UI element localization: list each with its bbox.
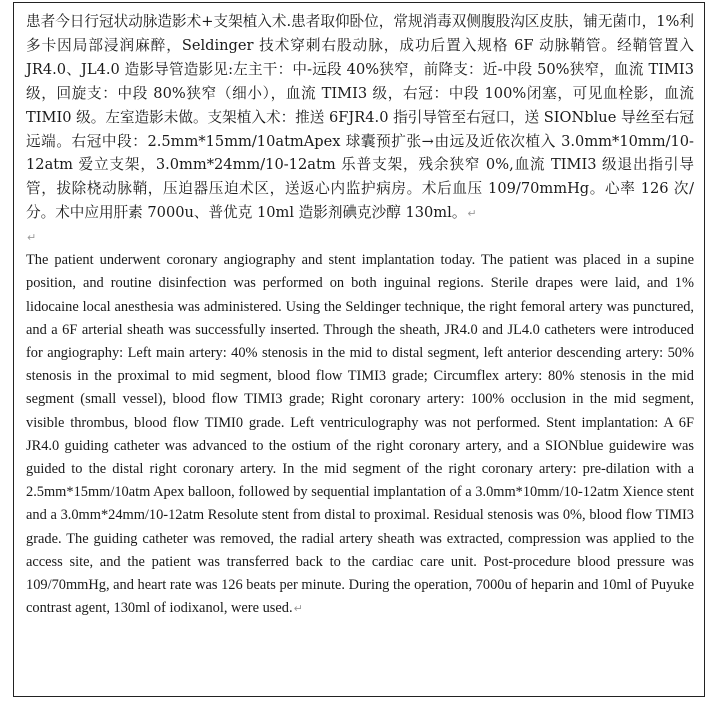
empty-paragraph[interactable]: [26, 226, 694, 249]
chinese-paragraph-text: 患者今日行冠状动脉造影术+支架植入术.患者取仰卧位，常规消毒双侧腹股沟区皮肤，铺无菌巾，1%利多卡因局部浸润麻醉，Seldinger 技术穿刺右股动脉，成功后置入规格 6F 动脉鞘管。经鞘管置入 JR4.0、JL4.0 造影导管造影见:左主干：中-远段 40%狭窄，前降支：近-中段 50%狭窄，血流 TIMI3 级，回旋支：中段 80%狭窄（细小），血流 TIMI3 级，右冠：中段 100%闭塞，可见血栓影，血流 TIMI0 级。左室造影未做。支架植入术：推送 6FJR4.0 指引导管至右冠口，送 SIONblue 导丝至右冠远端。右冠中段：2.5mm*15mm/10atmApex 球囊预扩张→由远及近依次植入 3.0mm*10mm/10-12atm 爱立支架，3.0mm*24mm/10-12atm 乐普支架，残余狭窄 0%,血流 TIMI3 级退出指引导管，拔除桡动脉鞘，压迫器压迫术区，送返心内监护病房。术后血压 109/70mmHg。心率 126 次/分。术中应用肝素 7000u、普优克 10ml 造影剂碘克沙醇 130ml。: [26, 13, 694, 222]
document-body[interactable]: [26, 10, 694, 620]
english-paragraph-text: The patient underwent coronary angiography and stent implantation today. The patient was placed in a supine position, and routine disinfection was performed on both inguinal regions. Sterile drapes were laid, and 1% lidocaine local anesthesia was administered. Using the Seldinger technique, the right femoral artery was punctured, and a 6F arterial sheath was successfully inserted. Through the sheath, JR4.0 and JL4.0 catheters were introduced for angiography: Left main artery: 40% stenosis in the mid to distal segment, left anterior descending artery: 50% stenosis in the proximal to mid segment, blood flow TIMI3 grade; Circumflex artery: 80% stenosis in the mid segment (small vessel), blood flow TIMI3 grade; Right coronary artery: 100% occlusion in the mid segment, visible thrombus, blood flow TIMI0 grade. Left ventriculography was not performed. Stent implantation: A 6F JR4.0 guiding catheter was advanced to the ostium of the right coronary artery, and a SIONblue guidewire was guided to the distal right coronary artery. In the mid segment of the right coronary artery: pre-dilation with a 2.5mm*15mm/10atm Apex balloon, followed by sequential implantation of a 3.0mm*10mm/10-12atm Xience stent and a 3.0mm*24mm/10-12atm Resolute stent from distal to proximal. Residual stenosis was 0%, blood flow TIMI3 grade. The guiding catheter was removed, the radial artery sheath was extracted, compression was applied to the access site, and the patient was transferred back to the cardiac care unit. Post-procedure blood pressure was 109/70mmHg, and heart rate was 126 beats per minute. During the operation, 7000u of heparin and 10ml of Puyuke contrast agent, 130ml of iodixanol, were used.: [26, 252, 694, 617]
paragraph-mark-icon: ↵: [27, 231, 37, 245]
chinese-paragraph[interactable]: [26, 10, 694, 226]
paragraph-mark-icon: ↵: [467, 207, 477, 221]
english-paragraph[interactable]: [26, 249, 694, 620]
document-frame: [13, 2, 705, 697]
paragraph-mark-icon: ↵: [293, 602, 303, 616]
